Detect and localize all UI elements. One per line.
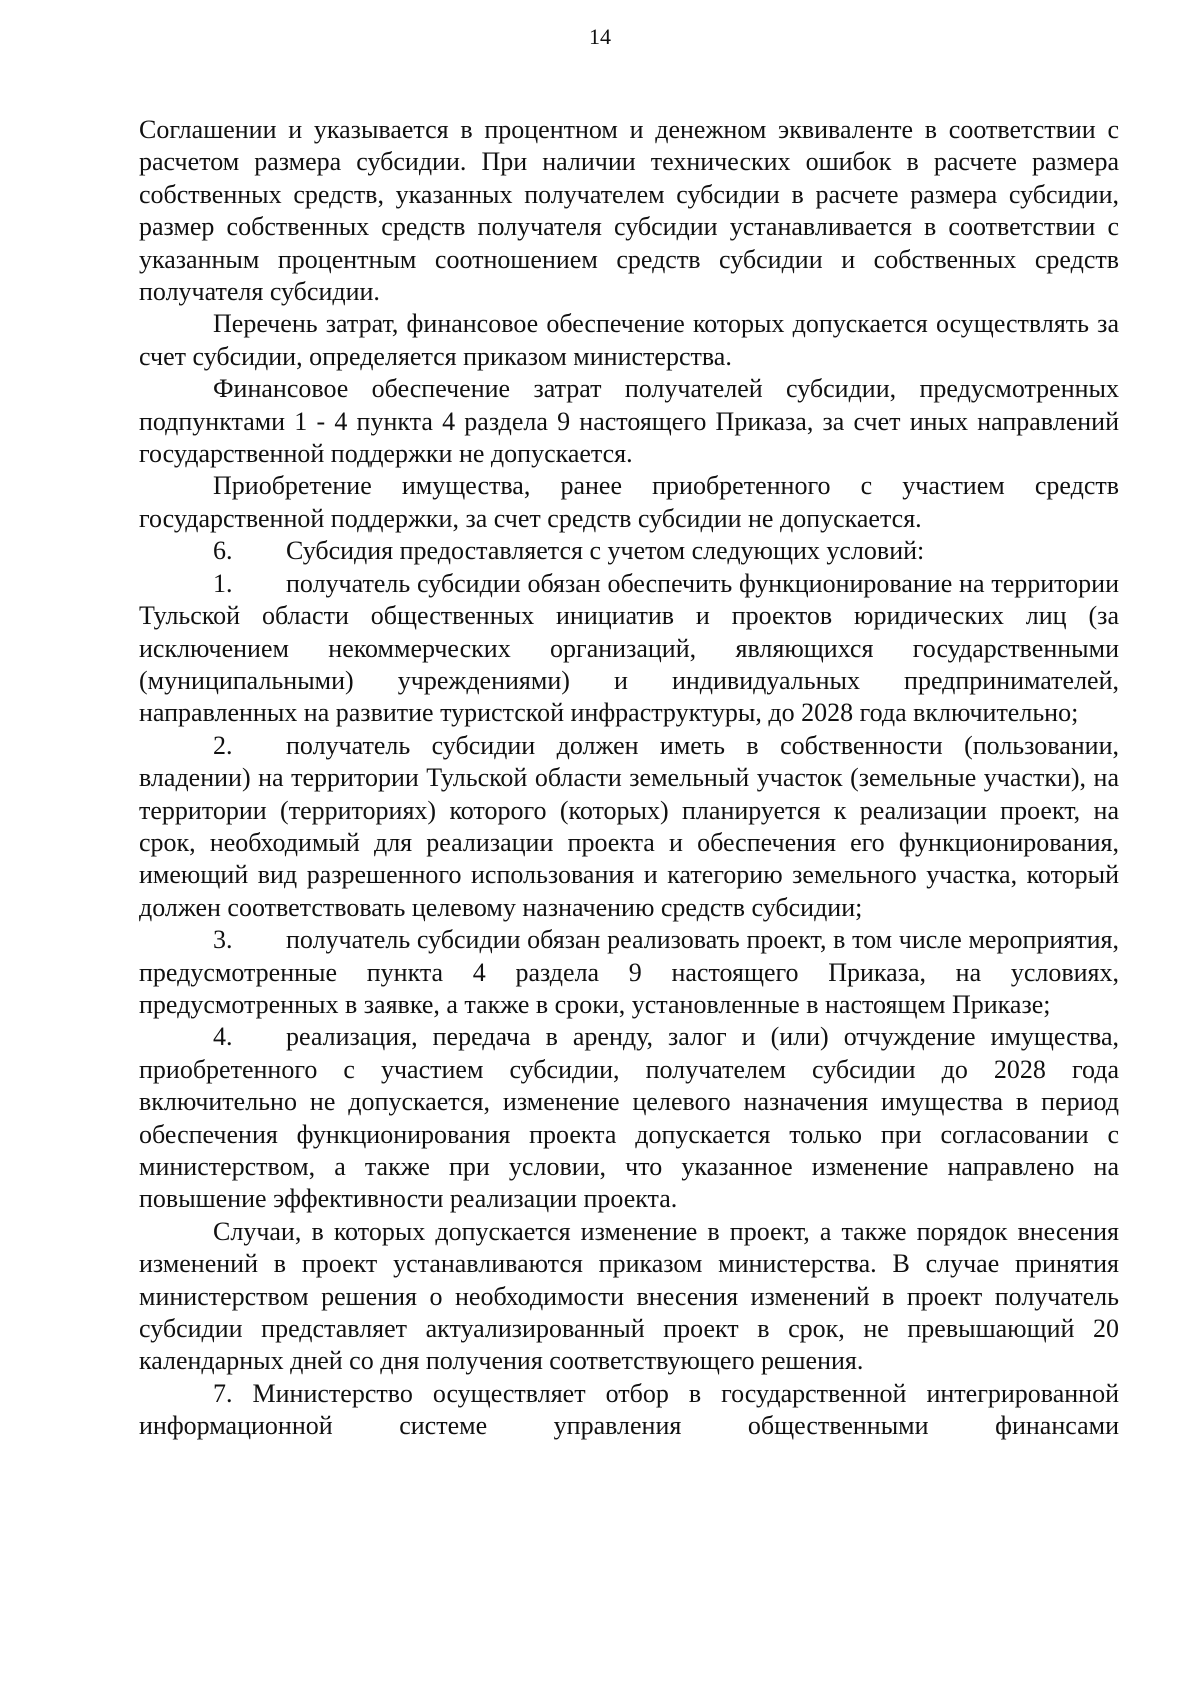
paragraph: Соглашении и указывается в процентном и денежном эквиваленте в соответствии с расчетом размера субсидии. При наличии технических ошибок в расчете размера собственных средств, указанных получателем субсидии в расчете размера субсидии, размер собственных средств получателя субсидии устанавливается в соответствии с указанным процентным соотношением средств субсидии и собственных средств получателя субсидии. (139, 115, 1119, 307)
item-text: реализация, передача в аренду, залог и (или) отчуждение имущества, приобретенного с участием субсидии, получателем субсидии до 2028 года включительно не допускается, изменение целевого назначения имущества в период обеспечения функционирования проекта допускается только при согласовании с министерством, а также при условии, что указанное изменение направлено на повышение эффективности реализации проекта. (139, 1022, 1119, 1214)
item-number: 2. (213, 730, 233, 760)
page-number: 14 (589, 24, 611, 49)
item-text: получатель субсидии должен иметь в собственности (пользовании, владении) на территории Тульской области земельный участок (земельные участки), на территории (территориях) которого (которых) планируется к реализации проект, на срок, необходимый для реализации проекта и обеспечения его функционирования, имеющий вид разрешенного использования и категорию земельного участка, который должен соответствовать целевому назначению средств субсидии; (139, 730, 1119, 922)
item-text: получатель субсидии обязан обеспечить функционирование на территории Тульской области общественных инициатив и проектов юридических лиц (за исключением некоммерческих организаций, являющихся государственными (муниципальными) учреждениями) и индивидуальных предпринимателей, направленных на развитие туристской инфраструктуры, до 2028 года включительно; (139, 568, 1119, 728)
paragraph: Перечень затрат, финансовое обеспечение которых допускается осуществлять за счет субсидии, определяется приказом министерства. (139, 309, 1119, 371)
numbered-paragraph (139, 730, 1119, 924)
paragraph: 7. Министерство осуществляет отбор в государственной интегрированной информационной системе управления общественными финансами (139, 1378, 1119, 1441)
paragraph: Финансовое обеспечение затрат получателей субсидии, предусмотренных подпунктами 1 - 4 пункта 4 раздела 9 настоящего Приказа, за счет иных направлений государственной поддержки не допускается. (139, 374, 1119, 469)
item-number: 3. (213, 925, 233, 955)
numbered-paragraph (139, 924, 1119, 1021)
numbered-paragraph (139, 535, 1119, 567)
paragraph: Случаи, в которых допускается изменение в проект, а также порядок внесения изменений в проект устанавливаются приказом министерства. В случае принятия министерством решения о необходимости внесения изменений в проект получатель субсидии представляет актуализированный проект в срок, не превышающий 20 календарных дней со дня получения соответствующего решения. (139, 1216, 1119, 1376)
paragraph: Приобретение имущества, ранее приобретенного с участием средств государственной поддержки, за счет средств субсидии не допускается. (139, 471, 1119, 533)
item-number: 4. (213, 1022, 233, 1052)
numbered-paragraph (139, 1021, 1119, 1215)
item-number: 6. (213, 536, 233, 566)
item-text: Субсидия предоставляется с учетом следующих условий: (286, 536, 925, 566)
item-number: 1. (213, 568, 233, 598)
numbered-paragraph (139, 568, 1119, 730)
item-text: получатель субсидии обязан реализовать проект, в том числе мероприятия, предусмотренные пункта 4 раздела 9 настоящего Приказа, на условиях, предусмотренных в заявке, а также в сроки, установленные в настоящем Приказе; (139, 925, 1119, 1019)
document-body (139, 114, 1119, 1443)
